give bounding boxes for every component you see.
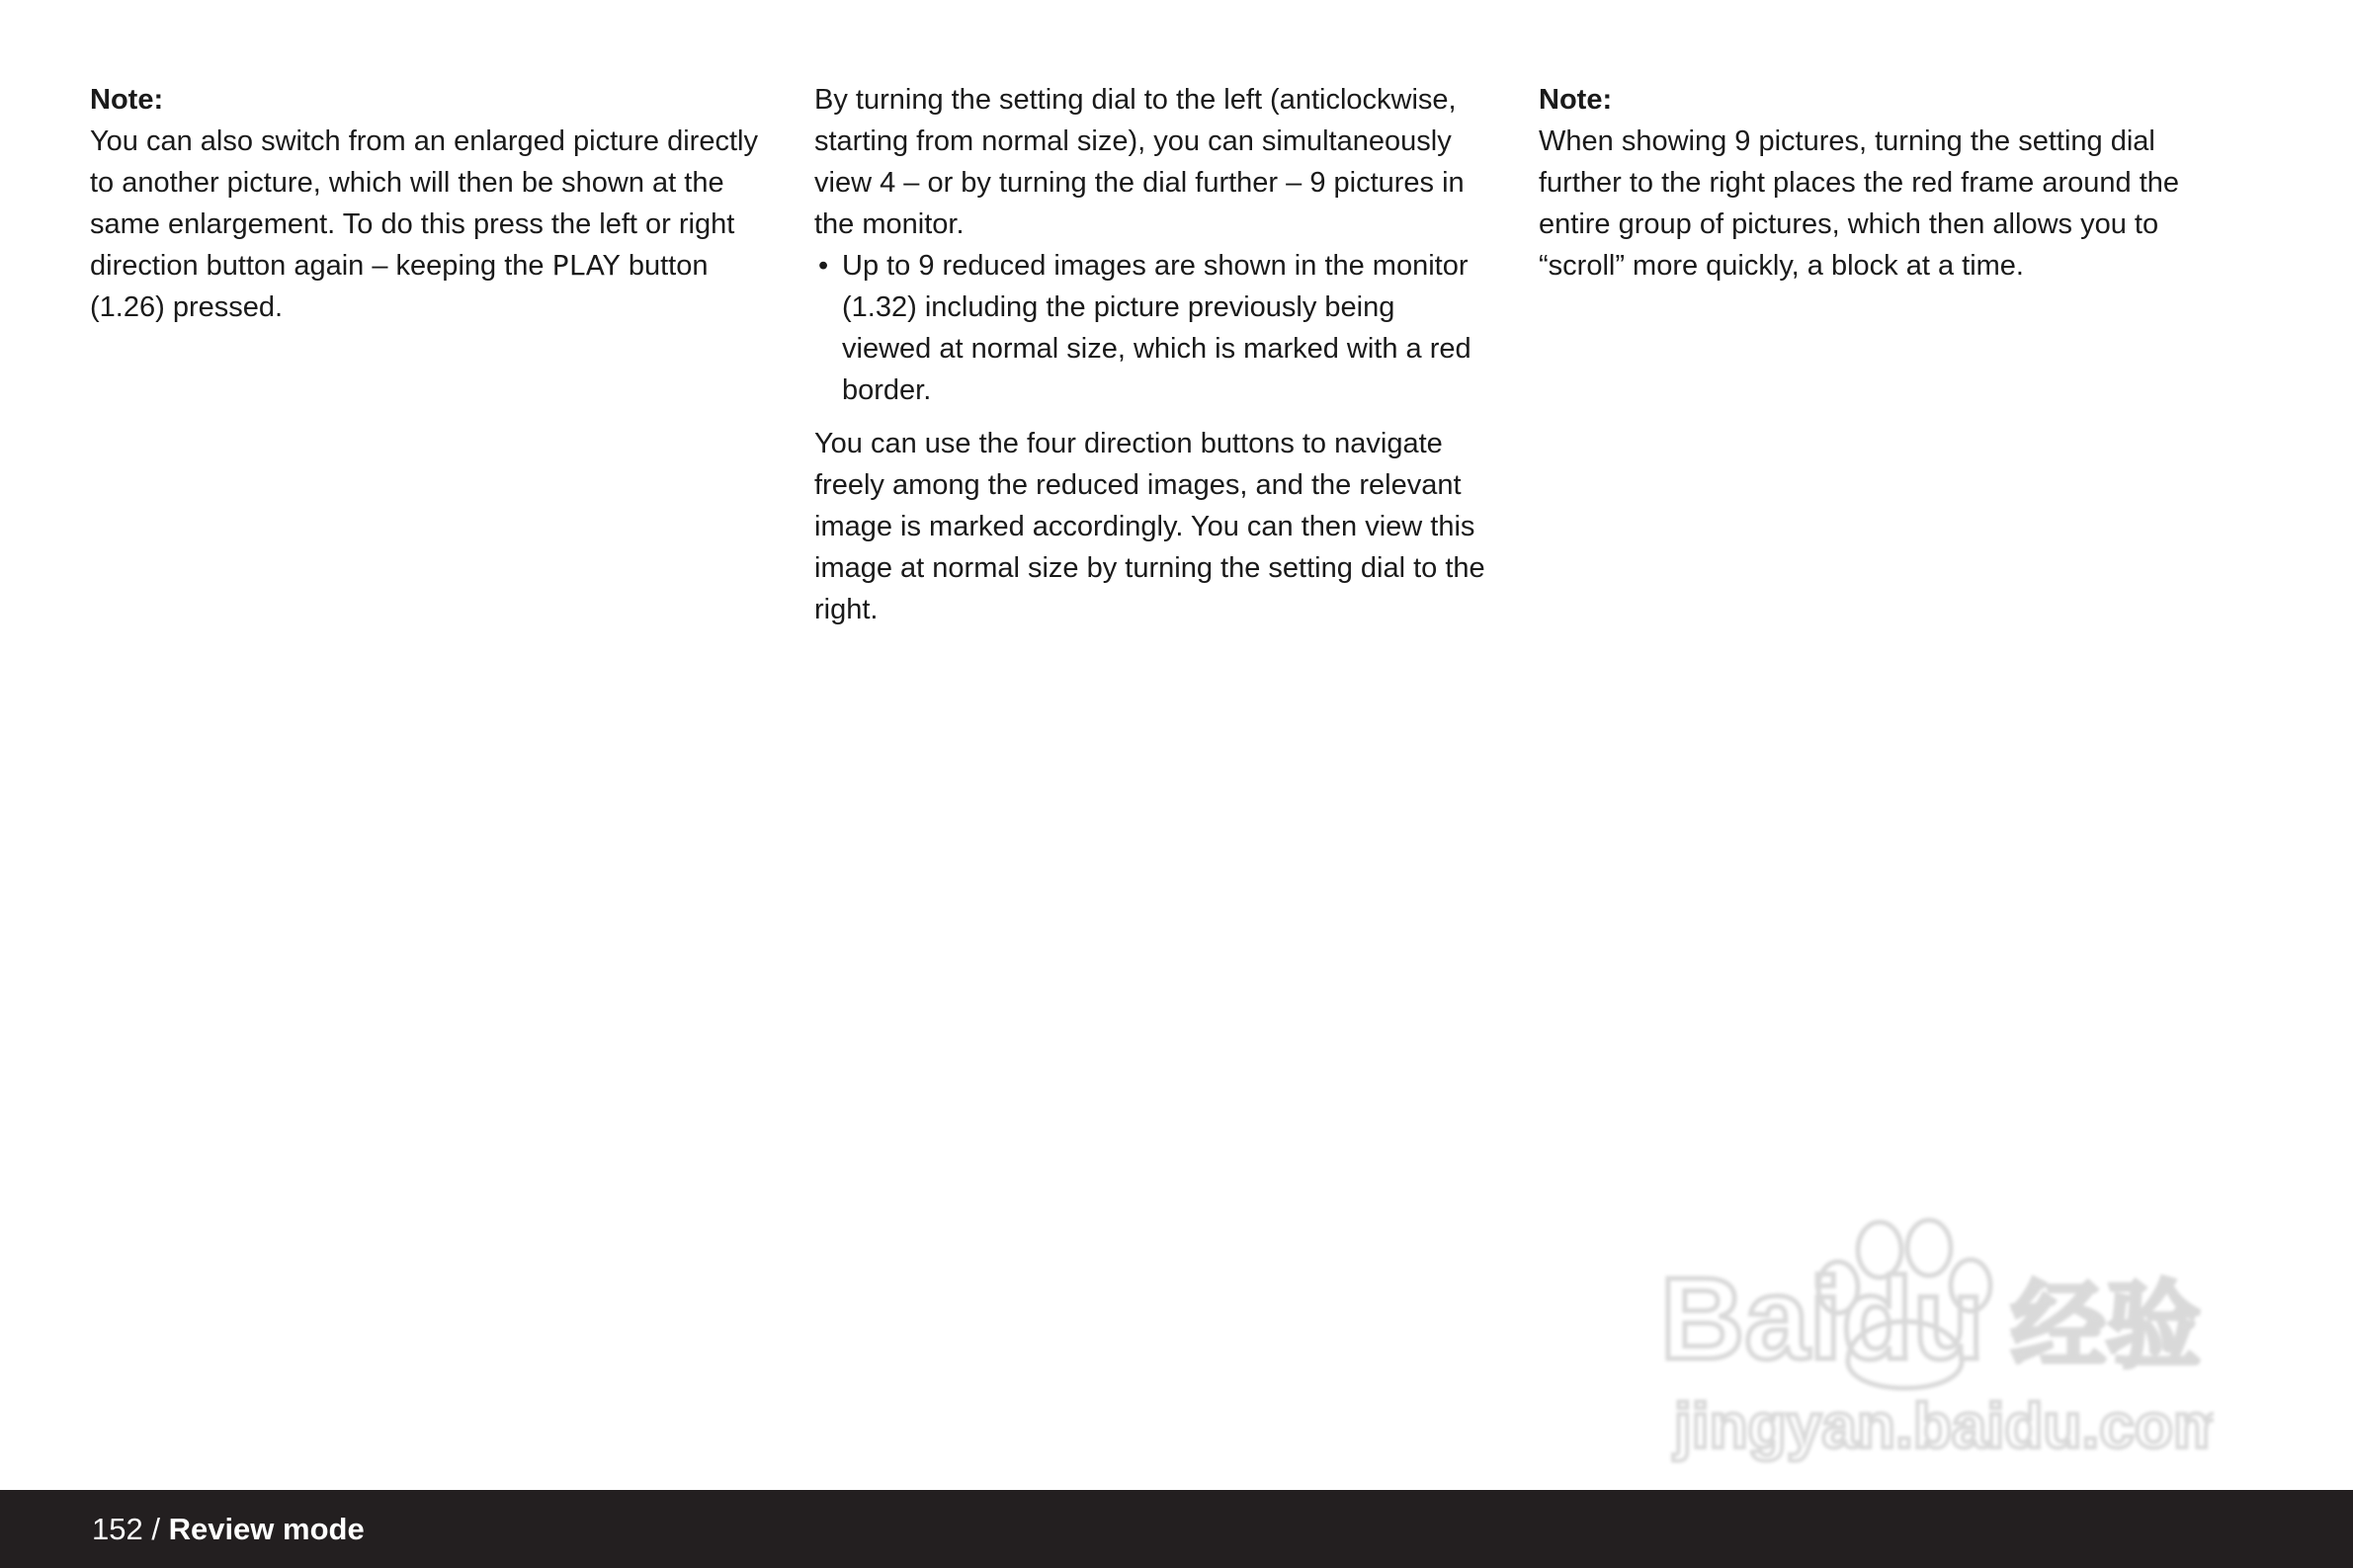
- page-footer: [0, 1490, 2353, 1568]
- navigation-paragraph: You can use the four direction buttons to navigate freely among the reduced images, and the relevant image is marked accordingly. You can then view this image at normal size by turning the setting dial to the right.: [814, 428, 1485, 625]
- footer-separator: /: [142, 1512, 169, 1546]
- bullet-text: Up to 9 reduced images are shown in the monitor (1.32) including the picture previously being viewed at normal size, which is marked with a red border.: [842, 250, 1471, 406]
- watermark-cn: 经验: [2011, 1274, 2201, 1379]
- page-number: 152: [92, 1512, 143, 1546]
- play-button-label: PLAY: [551, 249, 621, 282]
- note-paragraph: [90, 121, 762, 328]
- watermark-url: jingyan.baidu.com: [1674, 1390, 2214, 1461]
- bullet-item: [814, 245, 1486, 411]
- intro-paragraph: By turning the setting dial to the left (anticlockwise, starting from normal size), you can simultaneously view 4 – or by turning the dial further – 9 pictures in the monitor.: [814, 84, 1465, 240]
- baidu-watermark: [1660, 1210, 2214, 1477]
- note-heading: Note:: [90, 84, 164, 116]
- column-right: [1539, 79, 2211, 287]
- footer-caption: [92, 1510, 365, 1549]
- bullet-dot-icon: •: [818, 250, 829, 282]
- note-paragraph: When showing 9 pictures, turning the setting dial further to the right places the red frame around the entire group of pictures, which then allows you to “scroll” more quickly, a block at a time.: [1539, 125, 2180, 282]
- baidu-paw-logo-icon: [1660, 1210, 2214, 1477]
- column-middle: [814, 79, 1486, 630]
- note-text-end: button (1.26) pressed.: [90, 250, 709, 323]
- note-heading: Note:: [1539, 84, 1613, 116]
- section-title: Review mode: [168, 1512, 365, 1546]
- note-text-start: You can also switch from an enlarged picture directly to another picture, which will then be shown at the same enlargement. To do this press the left or right direction button again – keeping the: [90, 125, 758, 282]
- column-left: [90, 79, 762, 328]
- watermark-brand: Baidu: [1660, 1254, 1984, 1384]
